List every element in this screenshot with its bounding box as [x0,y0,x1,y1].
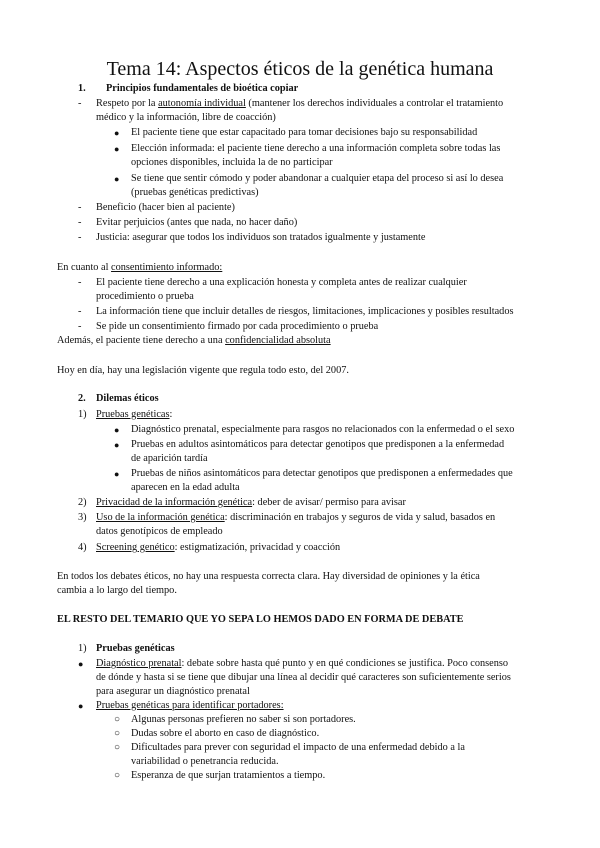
bullet-icon: ● [114,174,120,184]
list-item-cont: opciones disponibles, incluida la de no participar [131,157,333,168]
list-item-cont: variabilidad o penetrancia reducida. [131,756,279,767]
list-item: Privacidad de la información genética: deber de avisar/ permiso para avisar [96,497,406,508]
list-item-cont: datos genotípicos de empleado [96,526,223,537]
dash-marker: - [78,232,82,243]
list-item: Pruebas genéticas para identificar portadores: [96,700,284,711]
list-item: Pruebas de niños asintomáticos para detectar genotipos que predisponen a enfermedades que [131,468,513,479]
bullet-icon: ● [114,425,120,435]
list-item-cont: de aparición tardía [131,453,208,464]
dash-marker: - [78,306,82,317]
list-item: Diagnóstico prenatal: debate sobre hasta qué punto y en qué condiciones se justifica. Poco consenso [96,658,509,669]
list-item: Uso de la información genética: discriminación en trabajos y seguros de vida y salud, basados en [96,512,496,523]
circle-bullet-icon: ○ [114,714,121,725]
list-item-cont: aparecen en la edad adulta [131,482,240,493]
list-item: Esperanza de que surjan tratamientos a tiempo. [131,770,326,781]
paragraph-cont: cambia a lo largo del tiempo. [57,585,177,596]
bullet-icon: ● [114,128,120,138]
list-number: 4) [78,542,87,553]
list-item: La información tiene que incluir detalles de riesgos, limitaciones, implicaciones y posibles resultados [96,306,514,317]
bullet-icon: ● [78,701,84,711]
list-item: Dificultades para prever con seguridad el impacto de una enfermedad debido a la [131,742,465,753]
list-item: Dudas sobre el aborto en caso de diagnóstico. [131,728,320,739]
circle-bullet-icon: ○ [114,742,121,753]
list-item: Algunas personas prefieren no saber si son portadores. [131,714,356,725]
section-number: 1. [78,83,86,94]
section-heading-dilemas: Dilemas éticos [96,393,159,404]
list-item-cont: (pruebas genéticas predictivas) [131,187,259,198]
list-number: 3) [78,512,87,523]
list-item: Se pide un consentimiento firmado por cada procedimiento o prueba [96,321,379,332]
dash-marker: - [78,98,82,109]
respeto-line-2: médico y la información, libre de coacción) [96,112,276,123]
debate-heading: EL RESTO DEL TEMARIO QUE YO SEPA LO HEMOS DADO EN FORMA DE DEBATE [57,614,464,625]
list-number: 1) [78,409,87,420]
list-item: Evitar perjuicios (antes que nada, no hacer daño) [96,217,298,228]
list-item-cont: procedimiento o prueba [96,291,194,302]
section-heading-principios: Principios fundamentales de bioética copiar [106,83,299,94]
list-item: Diagnóstico prenatal, especialmente para rasgos no relacionados con la enfermedad o el sexo [131,424,515,435]
list-number: 1) [78,643,87,654]
list-item: El paciente tiene que estar capacitado para tomar decisiones bajo su responsabilidad [131,127,478,138]
list-item: Screening genético: estigmatización, privacidad y coacción [96,542,341,553]
list-item: El paciente tiene derecho a una explicación honesta y completa antes de realizar cualquier [96,277,467,288]
list-item: Pruebas en adultos asintomáticos para detectar genotipos que predisponen a la enfermedad [131,439,505,450]
circle-bullet-icon: ○ [114,770,121,781]
bullet-icon: ● [78,659,84,669]
list-item: Elección informada: el paciente tiene derecho a una información completa sobre todas las [131,143,501,154]
dash-marker: - [78,217,82,228]
list-item-cont: para asegurar un diagnóstico prenatal [96,686,250,697]
section-number: 2. [78,393,86,404]
ademas-line: Además, el paciente tiene derecho a una confidencialidad absoluta [57,335,331,346]
dash-marker: - [78,277,82,288]
circle-bullet-icon: ○ [114,728,121,739]
list-item: Pruebas genéticas [96,643,175,654]
list-item: Justicia: asegurar que todos los individuos son tratados igualmente y justamente [96,232,426,243]
dash-marker: - [78,202,82,213]
paragraph: En todos los debates éticos, no hay una respuesta correcta clara. Hay diversidad de opiniones y la ética [57,571,480,582]
list-item: Pruebas genéticas: [96,409,173,420]
list-item: Beneficio (hacer bien al paciente) [96,202,235,213]
list-number: 2) [78,497,87,508]
consent-intro: En cuanto al consentimiento informado: [57,262,223,273]
paragraph: Hoy en día, hay una legislación vigente que regula todo esto, del 2007. [57,365,349,376]
list-item-cont: de dónde y hasta si se tiene que dibujar una línea al decidir qué caracteres son suficientemente serios [96,672,511,683]
respeto-line: Respeto por la autonomía individual (mantener los derechos individuales a controlar el tratamiento [96,98,504,109]
bullet-icon: ● [114,469,120,479]
bullet-icon: ● [114,440,120,450]
bullet-icon: ● [114,144,120,154]
page-title: Tema 14: Aspectos éticos de la genética humana [106,58,494,80]
list-item: Se tiene que sentir cómodo y poder abandonar a cualquier etapa del proceso si así lo desea [131,173,504,184]
dash-marker: - [78,321,82,332]
